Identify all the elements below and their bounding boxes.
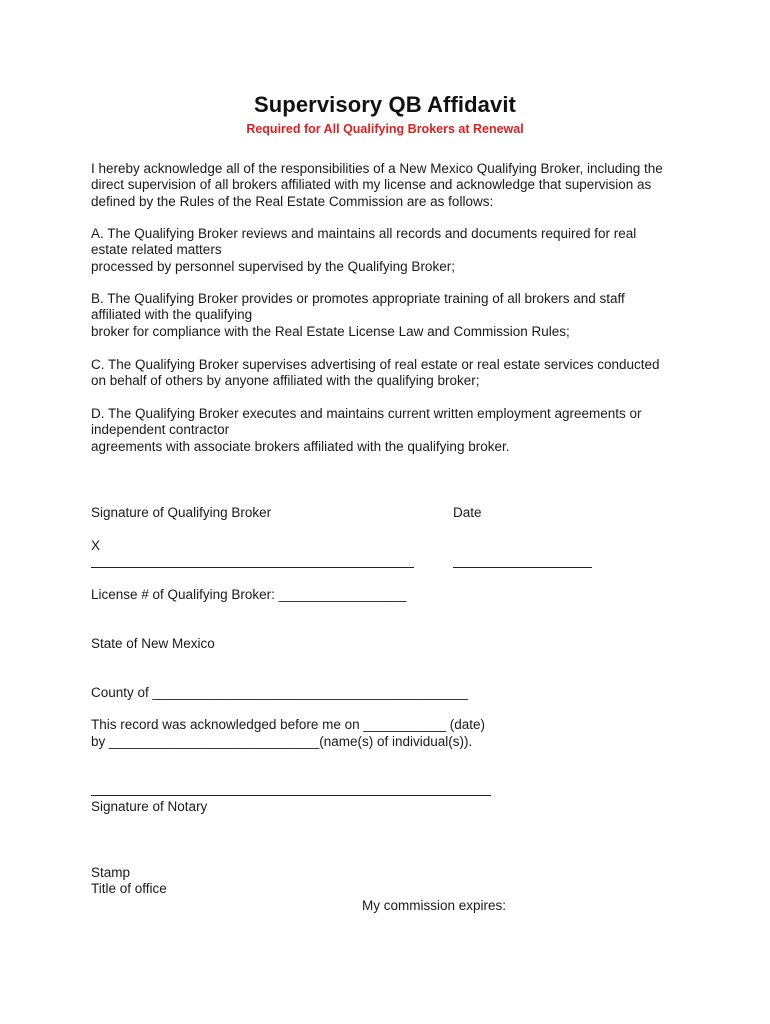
item-line: broker for compliance with the Real Estate License Law and Commission Rules; bbox=[91, 323, 570, 339]
signature-mark: X bbox=[91, 538, 101, 553]
county-field[interactable]: County of __________________________________________ bbox=[91, 685, 468, 700]
document-title: Supervisory QB Affidavit bbox=[254, 92, 516, 117]
item-line: D. The Qualifying Broker executes and maintains current written employment agreements or bbox=[91, 406, 642, 421]
item-line: processed by personnel supervised by the Qualifying Broker; bbox=[91, 258, 455, 274]
item-line: independent contractor bbox=[91, 422, 230, 438]
notary-signature-label: Signature of Notary bbox=[91, 799, 208, 814]
stamp-label: Stamp bbox=[91, 865, 131, 880]
acknowledgement-name-field[interactable]: by ____________________________(name(s) of individual(s)). bbox=[91, 734, 473, 749]
item-line: A. The Qualifying Broker reviews and maintains all records and documents required for real bbox=[91, 226, 637, 241]
date-label: Date bbox=[453, 505, 482, 520]
date-line[interactable] bbox=[453, 567, 592, 568]
license-number-field[interactable]: License # of Qualifying Broker: _________________ bbox=[91, 587, 407, 602]
notary-signature-line[interactable] bbox=[91, 795, 491, 796]
responsibility-item-b bbox=[91, 291, 691, 340]
signature-line[interactable] bbox=[91, 567, 414, 568]
intro-line: defined by the Rules of the Real Estate Commission are as follows: bbox=[91, 193, 494, 209]
intro-paragraph bbox=[91, 161, 691, 210]
item-line: affiliated with the qualifying bbox=[91, 307, 253, 323]
document-subtitle: Required for All Qualifying Brokers at Renewal bbox=[246, 122, 524, 136]
state-line: State of New Mexico bbox=[91, 636, 215, 651]
item-line: on behalf of others by anyone affiliated with the qualifying broker; bbox=[91, 373, 480, 389]
commission-expires-label: My commission expires: bbox=[362, 898, 507, 913]
title-of-office-label: Title of office bbox=[91, 881, 167, 896]
responsibility-item-a bbox=[91, 226, 691, 275]
item-line: C. The Qualifying Broker supervises advertising of real estate or real estate services conducted bbox=[91, 357, 660, 372]
item-line: B. The Qualifying Broker provides or promotes appropriate training of all brokers and staff bbox=[91, 291, 625, 306]
acknowledgement-date-field[interactable]: This record was acknowledged before me on ___________ (date) bbox=[91, 717, 485, 732]
item-line: estate related matters bbox=[91, 242, 222, 258]
item-line: agreements with associate brokers affiliated with the qualifying broker. bbox=[91, 438, 510, 454]
intro-line: I hereby acknowledge all of the responsibilities of a New Mexico Qualifying Broker, including the bbox=[91, 161, 663, 176]
signature-label: Signature of Qualifying Broker bbox=[91, 505, 272, 520]
responsibility-item-d bbox=[91, 406, 691, 455]
intro-line: direct supervision of all brokers affiliated with my license and acknowledge that supervision as bbox=[91, 177, 652, 193]
responsibility-item-c bbox=[91, 357, 691, 390]
